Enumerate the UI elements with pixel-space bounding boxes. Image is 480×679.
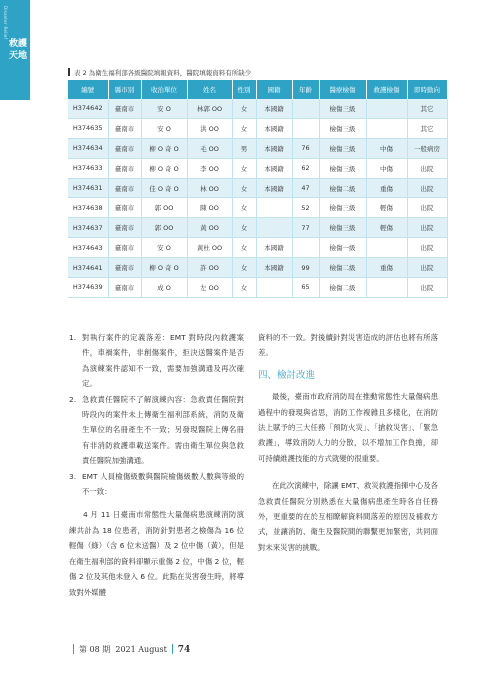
table-cell: 檢傷三級	[319, 138, 366, 158]
issue-text: 對執行案件的定義落差：EMT 對時段內救護案件，車禍案件，非創傷案件，拒決送醫案件是否為演練案件認知不一致，需要加強溝通及再次確定。	[82, 333, 244, 389]
table-cell: H374633	[68, 158, 108, 178]
table-cell: 臺南市	[108, 99, 141, 118]
table-cell	[292, 118, 319, 138]
header-cell: 性別	[232, 80, 256, 99]
table-cell: 臺南市	[108, 238, 141, 258]
table-cell: 柳 O 奇 O	[141, 138, 187, 158]
header-cell: 收治單位	[141, 80, 187, 99]
table-cell: 檢傷三級	[319, 158, 366, 178]
header-cell: 醫療檢傷	[319, 80, 366, 99]
table-caption-text: 表 2 為衛生福利部各級醫院填報資料，醫院填報資料有所缺少	[74, 69, 252, 77]
issue-text: 急救責任醫院不了解演練內容：急救責任醫院對時段內的案件未上傳衛生福利部系統，消防及衛生單位的名冊產生不一致；另發現醫院上傳名冊有非消防救護車載送案件。需由衛生單位與急救責任醫院加強溝通。	[82, 394, 244, 466]
issue-item	[69, 392, 244, 469]
table-cell	[292, 238, 319, 258]
body-paragraph: 4 月 11 日臺南市常態性大量傷病患演練消防演練共計為 18 位患者，消防針對患者之檢傷為 16 位輕傷（綠）（含 6 位未送醫）及 2 位中傷（黃），但是在衛生福利部的資料卻顯示重傷 2 位，中傷 2 位，輕傷 2 位及其他未登入 6 位。此點在災害發生時，將導致對外媒體	[69, 510, 244, 597]
table-cell: 女	[232, 218, 256, 238]
issue-item	[69, 330, 244, 392]
table-cell: 黃杜 OO	[187, 238, 232, 258]
table-cell: 臺南市	[108, 158, 141, 178]
table-caption	[68, 68, 251, 77]
header-cell: 國籍	[256, 80, 292, 99]
table-cell: 林郭 OO	[187, 99, 232, 118]
table-cell: 佳 O 奇 O	[141, 178, 187, 198]
table-row	[68, 99, 447, 118]
table-cell: 女	[232, 158, 256, 178]
table-row	[68, 238, 447, 258]
table-cell: 中傷	[366, 158, 407, 178]
issue-item	[69, 469, 244, 500]
table-cell: H374638	[68, 198, 108, 218]
section-tab-title-line2: 天地	[9, 51, 28, 61]
table-row	[68, 278, 447, 298]
table-cell: 女	[232, 278, 256, 298]
table-cell: 其它	[407, 118, 447, 138]
table-header-row	[68, 80, 447, 99]
table-cell: 女	[232, 258, 256, 278]
table-cell: 檢傷三級	[319, 198, 366, 218]
table-cell: 62	[292, 158, 319, 178]
table-cell: H374637	[68, 218, 108, 238]
table-cell	[256, 278, 292, 298]
table-row	[68, 218, 447, 238]
table-cell	[292, 99, 319, 118]
section-tab-english: Disaster Relief	[3, 6, 8, 40]
page-number: 74	[177, 645, 191, 655]
footer-divider	[73, 644, 74, 654]
table-cell: 洪 OO	[187, 118, 232, 138]
table-cell: 出院	[407, 198, 447, 218]
footer-divider	[172, 644, 173, 654]
table-cell: 檢傷二級	[319, 178, 366, 198]
page-footer	[68, 644, 190, 655]
caption-marker	[68, 68, 70, 76]
header-cell: 姓名	[187, 80, 232, 99]
table-cell: 黃 OO	[187, 218, 232, 238]
table-cell: 本國籍	[256, 118, 292, 138]
table-cell: H374643	[68, 238, 108, 258]
table-cell: 出院	[407, 258, 447, 278]
table-cell: 本國籍	[256, 138, 292, 158]
table-cell: 出院	[407, 238, 447, 258]
table-cell: 檢傷一級	[319, 238, 366, 258]
table-cell: 郭 OO	[141, 218, 187, 238]
table-cell: 65	[292, 278, 319, 298]
table-cell: 左 OO	[187, 278, 232, 298]
table-cell: 一般病房	[407, 138, 447, 158]
table-row	[68, 178, 447, 198]
header-cell: 即時動向	[407, 80, 447, 99]
table-cell: 重傷	[366, 178, 407, 198]
table-cell	[256, 198, 292, 218]
table-cell: 本國籍	[256, 178, 292, 198]
table-cell: 安 O	[141, 238, 187, 258]
table-cell: 女	[232, 99, 256, 118]
table-cell: 其它	[407, 99, 447, 118]
table-cell: 臺南市	[108, 198, 141, 218]
header-cell: 編號	[68, 80, 108, 99]
section-tab	[0, 0, 30, 100]
table-cell: 臺南市	[108, 278, 141, 298]
table-cell: 檢傷三級	[319, 218, 366, 238]
table-cell: 檢傷三級	[319, 118, 366, 138]
issue-number: 1.	[69, 333, 77, 342]
table-cell: 成 O	[141, 278, 187, 298]
table-cell: 出院	[407, 178, 447, 198]
table-cell	[366, 99, 407, 118]
table-cell: 輕傷	[366, 218, 407, 238]
table-cell: 女	[232, 198, 256, 218]
table-cell: 出院	[407, 158, 447, 178]
table-cell: 許 OO	[187, 258, 232, 278]
table-cell: H374641	[68, 258, 108, 278]
table-cell: 林 OO	[187, 178, 232, 198]
left-column	[69, 330, 244, 600]
table-cell: 本國籍	[256, 238, 292, 258]
section-tab-title	[9, 38, 27, 62]
table-row	[68, 118, 447, 138]
table-cell: 本國籍	[256, 258, 292, 278]
table-cell: 檢傷二級	[319, 278, 366, 298]
table-cell: 出院	[407, 278, 447, 298]
table-cell: 本國籍	[256, 158, 292, 178]
table-cell: 47	[292, 178, 319, 198]
header-cell: 年齡	[292, 80, 319, 99]
table-cell: 出院	[407, 218, 447, 238]
issue-number: 第 08 期	[79, 645, 111, 654]
table-cell: 臺南市	[108, 178, 141, 198]
table-cell: 毛 OO	[187, 138, 232, 158]
body-paragraph: 在此次演練中，除讓 EMT、救災救護指揮中心及各急救責任醫院分別熟悉在大量傷病患產生時各自任務外，更重要的在於互相瞭解資料間落差的原因及補救方式，並讓消防、衛生及醫院間的聯繫更加緊密，共同面對未來災害的挑戰。	[258, 481, 438, 552]
right-column	[258, 330, 438, 555]
table-row	[68, 138, 447, 158]
table-cell: 檢傷二級	[319, 258, 366, 278]
table-cell: 女	[232, 118, 256, 138]
table-cell: 本國籍	[256, 99, 292, 118]
issue-number: 3.	[69, 471, 77, 481]
table-cell: 郭 OO	[141, 198, 187, 218]
issue-list	[69, 330, 244, 499]
table-row	[68, 158, 447, 178]
table-row	[68, 198, 447, 218]
table-cell: 76	[292, 138, 319, 158]
table-cell	[256, 218, 292, 238]
table-cell	[366, 238, 407, 258]
table-cell: 99	[292, 258, 319, 278]
table-cell: 77	[292, 218, 319, 238]
header-cell: 救護檢傷	[366, 80, 407, 99]
table-cell: 重傷	[366, 258, 407, 278]
table-row	[68, 258, 447, 278]
body-paragraph: 最後，臺南市政府消防局在推動常態性大量傷病患過程中的發現與省思，消防工作複雜且多樣化，在消防法上賦予的三大任務「預防火災」、「搶救災害」、「緊急救護」，導致消防人力的分散，以不增加工作負擔，卻可持續維護技能的方式就變的很重要。	[258, 392, 438, 463]
table-cell: 柳 O 奇 O	[141, 158, 187, 178]
table-cell: 臺南市	[108, 138, 141, 158]
table-cell: 臺南市	[108, 218, 141, 238]
table-cell: 52	[292, 198, 319, 218]
table-cell: H374631	[68, 178, 108, 198]
table-cell: 安 O	[141, 118, 187, 138]
table-cell: H374634	[68, 138, 108, 158]
issue-number: 2.	[69, 394, 77, 404]
table-cell: 檢傷三級	[319, 99, 366, 118]
header-cell: 縣市別	[108, 80, 141, 99]
table-cell: 男	[232, 138, 256, 158]
table-cell: 陳 OO	[187, 198, 232, 218]
table-cell: 臺南市	[108, 118, 141, 138]
table-cell: 女	[232, 238, 256, 258]
table-cell	[366, 278, 407, 298]
table-cell: 中傷	[366, 138, 407, 158]
section-heading: 四、檢討改進	[258, 369, 316, 381]
table-cell: H374642	[68, 99, 108, 118]
section-tab-title-line1: 救護	[9, 39, 28, 49]
table-cell: 安 O	[141, 99, 187, 118]
table-cell: 女	[232, 178, 256, 198]
table-cell: 李 OO	[187, 158, 232, 178]
table-cell: H374639	[68, 278, 108, 298]
table-cell: 輕傷	[366, 198, 407, 218]
body-paragraph-continued: 資料的不一致。對後續針對災害造成的評估也將有所落差。	[258, 333, 438, 358]
issue-text: EMT 人員檢傷級數與醫院檢傷級數人數與等級的不一致：	[82, 471, 244, 497]
casualty-table	[68, 80, 448, 298]
table-cell: 臺南市	[108, 258, 141, 278]
table-cell: 柳 O 奇 O	[141, 258, 187, 278]
table-cell: H374635	[68, 118, 108, 138]
issue-date: 2021 August	[115, 645, 167, 654]
table-cell	[366, 118, 407, 138]
